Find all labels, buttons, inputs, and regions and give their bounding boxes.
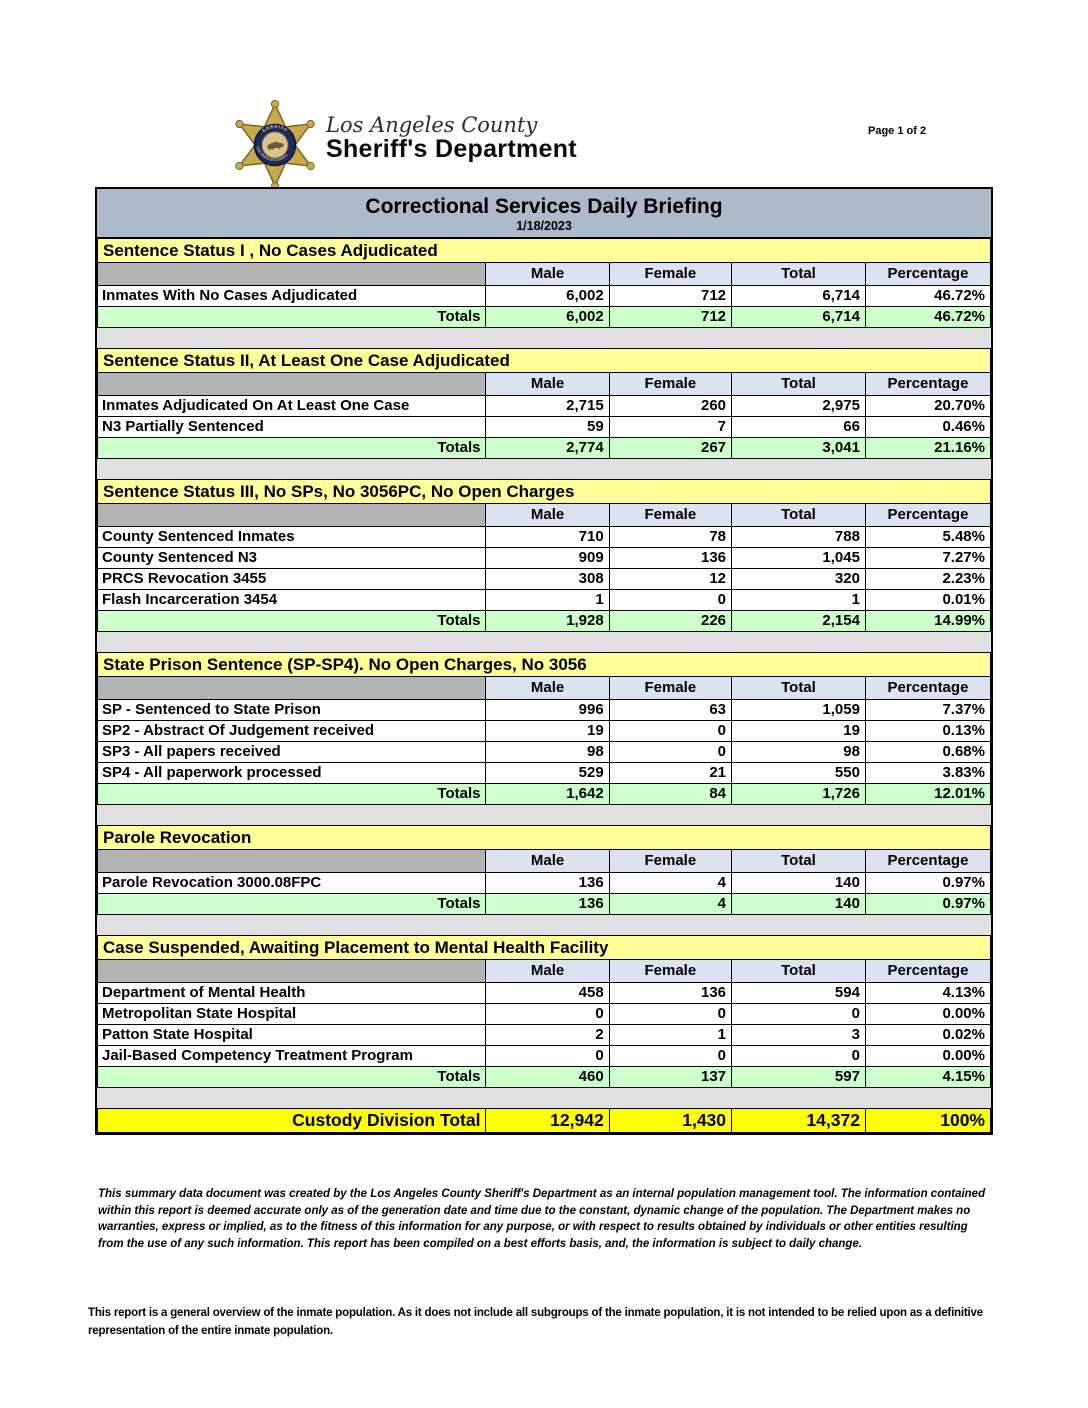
cell-total: 550 xyxy=(732,763,866,784)
row-label: County Sentenced N3 xyxy=(98,548,486,569)
column-header-female: Female xyxy=(609,677,731,700)
section-sentence-status-3 xyxy=(97,479,991,632)
cell-female: 267 xyxy=(609,438,731,459)
svg-text:SHERIFF: SHERIFF xyxy=(260,123,289,134)
table-row xyxy=(98,1046,991,1067)
report-title-bar xyxy=(97,189,991,238)
section-header: Parole Revocation xyxy=(98,826,991,850)
section-state-prison xyxy=(97,652,991,805)
cell-percentage: 12.01% xyxy=(865,784,990,805)
table-row xyxy=(98,763,991,784)
sheriff-badge-icon xyxy=(230,98,318,192)
cell-total: 6,714 xyxy=(732,286,866,307)
cell-total: 140 xyxy=(732,873,866,894)
corner-cell xyxy=(98,373,486,396)
table-row xyxy=(98,983,991,1004)
corner-cell xyxy=(98,850,486,873)
cell-total: 0 xyxy=(732,1046,866,1067)
cell-female: 84 xyxy=(609,784,731,805)
svg-text:LOS ANGELES COUNTY: LOS ANGELES COUNTY xyxy=(255,145,289,163)
column-header-total: Total xyxy=(732,677,866,700)
cell-female: 0 xyxy=(609,1046,731,1067)
cell-male: 460 xyxy=(486,1067,609,1088)
cell-total: 1,726 xyxy=(732,784,866,805)
section-divider xyxy=(97,459,991,479)
cell-percentage: 0.46% xyxy=(865,417,990,438)
section-mental-health xyxy=(97,935,991,1088)
cell-percentage: 0.02% xyxy=(865,1025,990,1046)
cell-male: 909 xyxy=(486,548,609,569)
table-row xyxy=(98,417,991,438)
cell-female: 4 xyxy=(609,894,731,915)
cell-total: 788 xyxy=(732,527,866,548)
cell-male: 59 xyxy=(486,417,609,438)
row-label: Department of Mental Health xyxy=(98,983,486,1004)
section-header: Sentence Status II, At Least One Case Adjudicated xyxy=(98,349,991,373)
cell-male: 308 xyxy=(486,569,609,590)
cell-male: 0 xyxy=(486,1046,609,1067)
cell-percentage: 3.83% xyxy=(865,763,990,784)
cell-percentage: 14.99% xyxy=(865,611,990,632)
section-divider xyxy=(97,328,991,348)
section-sentence-status-2 xyxy=(97,348,991,459)
cell-total: 320 xyxy=(732,569,866,590)
totals-label: Totals xyxy=(98,1067,486,1088)
cell-percentage: 21.16% xyxy=(865,438,990,459)
column-header-female: Female xyxy=(609,850,731,873)
cell-male: 12,942 xyxy=(486,1109,609,1133)
table-row xyxy=(98,1004,991,1025)
corner-cell xyxy=(98,504,486,527)
cell-percentage: 4.13% xyxy=(865,983,990,1004)
section-header: Sentence Status III, No SPs, No 3056PC, No Open Charges xyxy=(98,480,991,504)
column-header-total: Total xyxy=(732,960,866,983)
cell-male: 710 xyxy=(486,527,609,548)
report-date: 1/18/2023 xyxy=(516,219,572,234)
totals-row xyxy=(98,1067,991,1088)
cell-male: 2,715 xyxy=(486,396,609,417)
column-header-total: Total xyxy=(732,850,866,873)
section-parole-revocation xyxy=(97,825,991,915)
column-header-percentage: Percentage xyxy=(865,263,990,286)
row-label: Parole Revocation 3000.08FPC xyxy=(98,873,486,894)
cell-percentage: 0.97% xyxy=(865,894,990,915)
section-divider xyxy=(97,632,991,652)
cell-male: 458 xyxy=(486,983,609,1004)
totals-label: Totals xyxy=(98,611,486,632)
cell-female: 63 xyxy=(609,700,731,721)
cell-percentage: 0.97% xyxy=(865,873,990,894)
cell-total: 594 xyxy=(732,983,866,1004)
row-label: SP4 - All paperwork processed xyxy=(98,763,486,784)
cell-female: 1 xyxy=(609,1025,731,1046)
totals-row xyxy=(98,307,991,328)
grand-total-label: Custody Division Total xyxy=(98,1109,486,1133)
cell-percentage: 0.68% xyxy=(865,742,990,763)
table-row xyxy=(98,527,991,548)
page-number: Page 1 of 2 xyxy=(868,125,927,137)
cell-percentage: 0.01% xyxy=(865,590,990,611)
column-header-total: Total xyxy=(732,373,866,396)
table-row xyxy=(98,700,991,721)
row-label: SP3 - All papers received xyxy=(98,742,486,763)
corner-cell xyxy=(98,960,486,983)
totals-row xyxy=(98,784,991,805)
section-header: Sentence Status I , No Cases Adjudicated xyxy=(98,239,991,263)
section-sentence-status-1 xyxy=(97,238,991,328)
column-header-male: Male xyxy=(486,373,609,396)
report-table xyxy=(95,187,993,1135)
cell-total: 1,059 xyxy=(732,700,866,721)
cell-male: 6,002 xyxy=(486,307,609,328)
row-label: Flash Incarceration 3454 xyxy=(98,590,486,611)
table-row xyxy=(98,396,991,417)
row-label: Patton State Hospital xyxy=(98,1025,486,1046)
cell-male: 1,928 xyxy=(486,611,609,632)
column-header-percentage: Percentage xyxy=(865,373,990,396)
column-header-percentage: Percentage xyxy=(865,677,990,700)
cell-total: 66 xyxy=(732,417,866,438)
cell-female: 712 xyxy=(609,307,731,328)
column-header-percentage: Percentage xyxy=(865,960,990,983)
table-row xyxy=(98,721,991,742)
column-header-male: Male xyxy=(486,960,609,983)
cell-percentage: 2.23% xyxy=(865,569,990,590)
table-row xyxy=(98,1025,991,1046)
cell-male: 136 xyxy=(486,894,609,915)
logo-county-text: Los Angeles County xyxy=(326,113,538,137)
totals-label: Totals xyxy=(98,784,486,805)
corner-cell xyxy=(98,263,486,286)
cell-total: 14,372 xyxy=(732,1109,866,1133)
report-title: Correctional Services Daily Briefing xyxy=(365,195,723,218)
row-label: SP2 - Abstract Of Judgement received xyxy=(98,721,486,742)
cell-percentage: 0.13% xyxy=(865,721,990,742)
totals-label: Totals xyxy=(98,307,486,328)
cell-male: 0 xyxy=(486,1004,609,1025)
table-row xyxy=(98,569,991,590)
row-label: Jail-Based Competency Treatment Program xyxy=(98,1046,486,1067)
cell-total: 1 xyxy=(732,590,866,611)
cell-total: 6,714 xyxy=(732,307,866,328)
logo-department-text: Sheriff's Department xyxy=(326,135,577,164)
cell-female: 0 xyxy=(609,742,731,763)
row-label: Metropolitan State Hospital xyxy=(98,1004,486,1025)
cell-female: 78 xyxy=(609,527,731,548)
corner-cell xyxy=(98,677,486,700)
cell-percentage: 46.72% xyxy=(865,286,990,307)
cell-total: 3,041 xyxy=(732,438,866,459)
cell-male: 136 xyxy=(486,873,609,894)
row-label: County Sentenced Inmates xyxy=(98,527,486,548)
row-label: Inmates With No Cases Adjudicated xyxy=(98,286,486,307)
cell-male: 19 xyxy=(486,721,609,742)
overview-footnote-text: This report is a general overview of the inmate population. As it does not include all subgroups of the inmate population, it is not intended to be relied upon as a definitive representation of the entire inmate population. xyxy=(88,1307,983,1338)
column-header-percentage: Percentage xyxy=(865,850,990,873)
cell-total: 3 xyxy=(732,1025,866,1046)
cell-female: 0 xyxy=(609,1004,731,1025)
column-header-percentage: Percentage xyxy=(865,504,990,527)
column-header-male: Male xyxy=(486,263,609,286)
cell-total: 2,975 xyxy=(732,396,866,417)
cell-male: 996 xyxy=(486,700,609,721)
cell-male: 1 xyxy=(486,590,609,611)
table-row xyxy=(98,548,991,569)
totals-label: Totals xyxy=(98,894,486,915)
custody-division-total-row xyxy=(97,1108,991,1133)
row-label: Inmates Adjudicated On At Least One Case xyxy=(98,396,486,417)
column-header-total: Total xyxy=(732,263,866,286)
cell-female: 137 xyxy=(609,1067,731,1088)
table-row xyxy=(98,873,991,894)
totals-row xyxy=(98,611,991,632)
cell-percentage: 7.37% xyxy=(865,700,990,721)
cell-male: 2,774 xyxy=(486,438,609,459)
row-label: PRCS Revocation 3455 xyxy=(98,569,486,590)
cell-female: 7 xyxy=(609,417,731,438)
cell-total: 2,154 xyxy=(732,611,866,632)
lasd-logo xyxy=(230,98,577,192)
cell-female: 12 xyxy=(609,569,731,590)
cell-percentage: 4.15% xyxy=(865,1067,990,1088)
column-header-female: Female xyxy=(609,504,731,527)
cell-total: 19 xyxy=(732,721,866,742)
column-header-female: Female xyxy=(609,373,731,396)
totals-label: Totals xyxy=(98,438,486,459)
cell-female: 0 xyxy=(609,721,731,742)
cell-female: 136 xyxy=(609,548,731,569)
cell-total: 597 xyxy=(732,1067,866,1088)
row-label: N3 Partially Sentenced xyxy=(98,417,486,438)
cell-percentage: 0.00% xyxy=(865,1046,990,1067)
cell-percentage: 20.70% xyxy=(865,396,990,417)
cell-male: 1,642 xyxy=(486,784,609,805)
section-divider xyxy=(97,1088,991,1108)
cell-male: 2 xyxy=(486,1025,609,1046)
cell-female: 21 xyxy=(609,763,731,784)
cell-percentage: 0.00% xyxy=(865,1004,990,1025)
cell-total: 98 xyxy=(732,742,866,763)
disclaimer-text: This summary data document was created by the Los Angeles County Sheriff's Department as an internal population management tool. The information contained within this report is deemed accurate only as of the generation date and time due to the constant, dynamic change of the population. The Department makes no warranties, express or implied, as to the fitness of this information for any purpose, or with respect to results obtained by individuals or other entities resulting from the use of any such information. This report has been compiled on a best efforts basis, and, the information is subject to daily change. xyxy=(98,1188,986,1251)
cell-female: 4 xyxy=(609,873,731,894)
column-header-female: Female xyxy=(609,263,731,286)
table-row xyxy=(98,590,991,611)
cell-female: 226 xyxy=(609,611,731,632)
cell-female: 1,430 xyxy=(609,1109,731,1133)
cell-percentage: 7.27% xyxy=(865,548,990,569)
cell-total: 0 xyxy=(732,1004,866,1025)
cell-total: 140 xyxy=(732,894,866,915)
cell-female: 136 xyxy=(609,983,731,1004)
cell-female: 0 xyxy=(609,590,731,611)
section-divider xyxy=(97,915,991,935)
section-divider xyxy=(97,805,991,825)
cell-percentage: 5.48% xyxy=(865,527,990,548)
cell-male: 529 xyxy=(486,763,609,784)
cell-male: 6,002 xyxy=(486,286,609,307)
totals-row xyxy=(98,438,991,459)
cell-percentage: 100% xyxy=(865,1109,990,1133)
row-label: SP - Sentenced to State Prison xyxy=(98,700,486,721)
column-header-total: Total xyxy=(732,504,866,527)
totals-row xyxy=(98,894,991,915)
section-header: Case Suspended, Awaiting Placement to Mental Health Facility xyxy=(98,936,991,960)
column-header-female: Female xyxy=(609,960,731,983)
table-row xyxy=(98,742,991,763)
section-header: State Prison Sentence (SP-SP4). No Open Charges, No 3056 xyxy=(98,653,991,677)
column-header-male: Male xyxy=(486,677,609,700)
cell-male: 98 xyxy=(486,742,609,763)
column-header-male: Male xyxy=(486,850,609,873)
cell-female: 712 xyxy=(609,286,731,307)
column-header-male: Male xyxy=(486,504,609,527)
cell-female: 260 xyxy=(609,396,731,417)
cell-percentage: 46.72% xyxy=(865,307,990,328)
cell-total: 1,045 xyxy=(732,548,866,569)
table-row xyxy=(98,286,991,307)
